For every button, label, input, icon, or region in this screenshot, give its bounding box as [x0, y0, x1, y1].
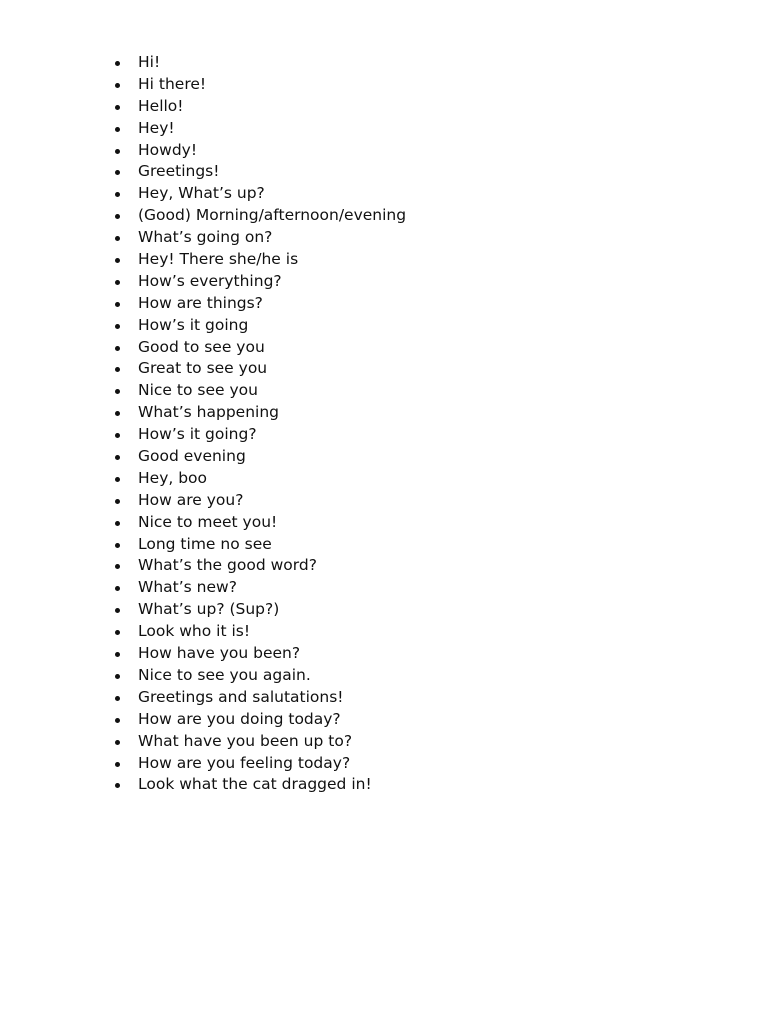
list-item-text: Hi there!: [138, 74, 207, 93]
list-item-text: What have you been up to?: [138, 731, 353, 750]
list-item-text: What’s the good word?: [138, 556, 317, 575]
list-item-text: What’s happening: [138, 403, 279, 422]
list-item: [112, 468, 406, 490]
bullet-icon: [115, 564, 120, 569]
bullet-icon: [115, 389, 120, 394]
bullet-icon: [115, 302, 120, 307]
list-item: [112, 118, 406, 140]
list-item-text: Good to see you: [138, 337, 265, 356]
bullet-icon: [115, 674, 120, 679]
list-item-text: Hey, What’s up?: [138, 184, 265, 203]
list-item: [112, 534, 406, 556]
bullet-icon: [115, 149, 120, 154]
list-item-text: Greetings and salutations!: [138, 687, 344, 706]
list-item: [112, 753, 406, 775]
list-item-text: Look who it is!: [138, 622, 251, 641]
bullet-icon: [115, 280, 120, 285]
bullet-icon: [115, 105, 120, 110]
list-item: [112, 446, 406, 468]
bullet-icon: [115, 521, 120, 526]
list-item-text: How are you feeling today?: [138, 753, 351, 772]
list-item: [112, 205, 406, 227]
bullet-icon: [115, 608, 120, 613]
list-item-text: How are things?: [138, 293, 263, 312]
list-item-text: Hey!: [138, 118, 175, 137]
list-item: [112, 643, 406, 665]
bullet-icon: [115, 83, 120, 88]
list-item-text: Nice to see you again.: [138, 665, 311, 684]
bullet-icon: [115, 192, 120, 197]
bullet-icon: [115, 258, 120, 263]
list-item: [112, 380, 406, 402]
list-item: [112, 512, 406, 534]
list-item-text: Nice to see you: [138, 381, 258, 400]
list-item: [112, 249, 406, 271]
bullet-icon: [115, 455, 120, 460]
list-item-text: How are you?: [138, 490, 244, 509]
bullet-icon: [115, 433, 120, 438]
greeting-list: [112, 52, 406, 796]
list-item-text: How have you been?: [138, 644, 301, 663]
bullet-icon: [115, 411, 120, 416]
list-item-text: Howdy!: [138, 140, 198, 159]
list-item: [112, 183, 406, 205]
bullet-icon: [115, 586, 120, 591]
bullet-icon: [115, 236, 120, 241]
list-item: [112, 577, 406, 599]
list-item: [112, 227, 406, 249]
list-item: [112, 731, 406, 753]
list-item-text: Hi!: [138, 53, 161, 71]
bullet-icon: [115, 762, 120, 767]
list-item: [112, 424, 406, 446]
list-item: [112, 74, 406, 96]
list-item: [112, 774, 406, 796]
list-item: [112, 358, 406, 380]
list-item: [112, 271, 406, 293]
bullet-icon: [115, 477, 120, 482]
list-item: [112, 599, 406, 621]
list-item-text: Look what the cat dragged in!: [138, 775, 372, 794]
list-item: [112, 687, 406, 709]
bullet-icon: [115, 214, 120, 219]
bullet-icon: [115, 170, 120, 175]
bullet-icon: [115, 630, 120, 635]
list-item-text: Good evening: [138, 447, 246, 466]
bullet-icon: [115, 367, 120, 372]
list-item-text: How’s it going?: [138, 425, 257, 444]
list-item: [112, 96, 406, 118]
list-item: [112, 52, 406, 74]
bullet-icon: [115, 783, 120, 788]
list-item: [112, 621, 406, 643]
list-item: [112, 402, 406, 424]
list-item-text: Long time no see: [138, 534, 272, 553]
bullet-icon: [115, 346, 120, 351]
list-item: [112, 709, 406, 731]
list-item: [112, 293, 406, 315]
list-item-text: What’s up? (Sup?): [138, 600, 280, 619]
list-item-text: Hey, boo: [138, 468, 208, 487]
list-item-text: Hello!: [138, 96, 184, 115]
bullet-icon: [115, 740, 120, 745]
list-item: [112, 315, 406, 337]
list-item-text: Greetings!: [138, 162, 220, 181]
bullet-icon: [115, 696, 120, 701]
bullet-icon: [115, 499, 120, 504]
list-item-text: Great to see you: [138, 359, 268, 378]
list-item: [112, 161, 406, 183]
bullet-icon: [115, 543, 120, 548]
list-item-text: How’s it going: [138, 315, 249, 334]
bullet-icon: [115, 718, 120, 723]
list-item: [112, 490, 406, 512]
list-item-text: What’s going on?: [138, 228, 273, 247]
list-item: [112, 555, 406, 577]
list-item-text: How are you doing today?: [138, 709, 341, 728]
bullet-icon: [115, 652, 120, 657]
list-item-text: What’s new?: [138, 578, 237, 597]
list-item-text: Nice to meet you!: [138, 512, 278, 531]
list-item-text: Hey! There she/he is: [138, 250, 299, 269]
list-item: [112, 665, 406, 687]
bullet-icon: [115, 61, 120, 66]
list-item-text: How’s everything?: [138, 271, 282, 290]
list-item: [112, 337, 406, 359]
list-item: [112, 140, 406, 162]
list-item-text: (Good) Morning/afternoon/evening: [138, 206, 407, 225]
bullet-icon: [115, 127, 120, 132]
bullet-icon: [115, 324, 120, 329]
